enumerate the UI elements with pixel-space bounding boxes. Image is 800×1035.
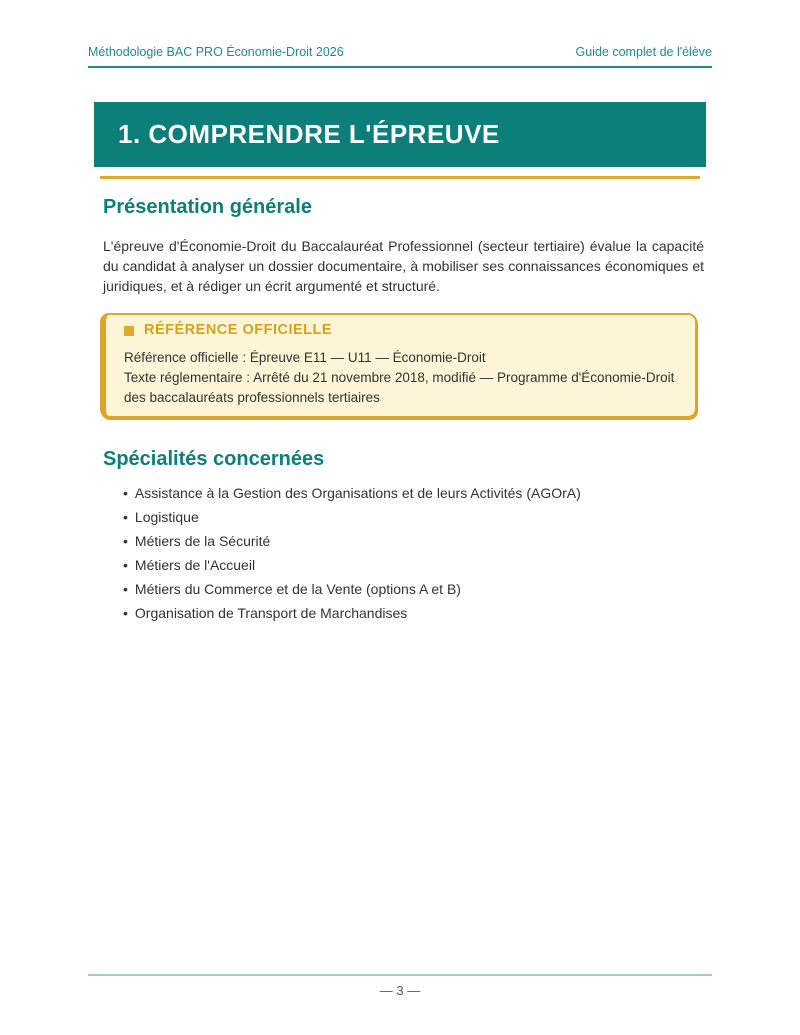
list-item-label: Métiers de l'Accueil bbox=[134, 557, 256, 573]
footer-rule bbox=[88, 974, 712, 976]
list-item-label: Assistance à la Gestion des Organisations et de leurs Activités (AGOrA) bbox=[134, 485, 581, 501]
list-item-label: Métiers du Commerce et de la Vente (options A et B) bbox=[134, 581, 461, 597]
page-number: — 3 — bbox=[379, 983, 421, 998]
list-item-label: Métiers de la Sécurité bbox=[134, 533, 271, 549]
header-left-text: Méthodologie BAC PRO Économie-Droit 2026 bbox=[88, 45, 344, 59]
page-header bbox=[88, 45, 712, 68]
presentation-paragraph: L'épreuve d'Économie-Droit du Baccalauréat Professionnel (secteur tertiaire) évalue la capacité du candidat à analyser un dossier documentaire, à mobiliser ses connaissances économiques et juridiques, et à rédiger un écrit argumenté et structuré. bbox=[103, 238, 704, 294]
section-heading-presentation: Présentation générale bbox=[103, 196, 312, 218]
callout-title: RÉFÉRENCE OFFICIELLE bbox=[144, 322, 333, 338]
list-item bbox=[123, 605, 683, 621]
list-item-label: Logistique bbox=[134, 509, 199, 525]
callout-body bbox=[118, 348, 681, 408]
callout-line: Référence officielle : Épreuve E11 — U11 — Économie-Droit bbox=[124, 350, 486, 365]
callout-line: Texte réglementaire : Arrêté du 21 novembre 2018, modifié — Programme d'Économie-Droit des baccalauréats professionnels tertiaires bbox=[124, 370, 675, 405]
callout-title-row bbox=[118, 323, 681, 338]
list-item bbox=[123, 509, 683, 525]
specialties-list bbox=[123, 485, 683, 629]
reference-callout bbox=[100, 313, 697, 418]
list-item bbox=[123, 533, 683, 549]
list-item bbox=[123, 581, 683, 597]
square-icon bbox=[124, 326, 134, 336]
header-right-text: Guide complet de l'élève bbox=[575, 45, 712, 59]
section-heading-specialites: Spécialités concernées bbox=[103, 448, 325, 470]
list-item bbox=[123, 557, 683, 573]
list-item bbox=[123, 485, 683, 501]
chapter-title: 1. COMPRENDRE L'ÉPREUVE bbox=[118, 119, 500, 149]
list-item-label: Organisation de Transport de Marchandises bbox=[134, 605, 408, 621]
chapter-banner bbox=[94, 102, 706, 167]
gold-divider bbox=[100, 176, 700, 179]
